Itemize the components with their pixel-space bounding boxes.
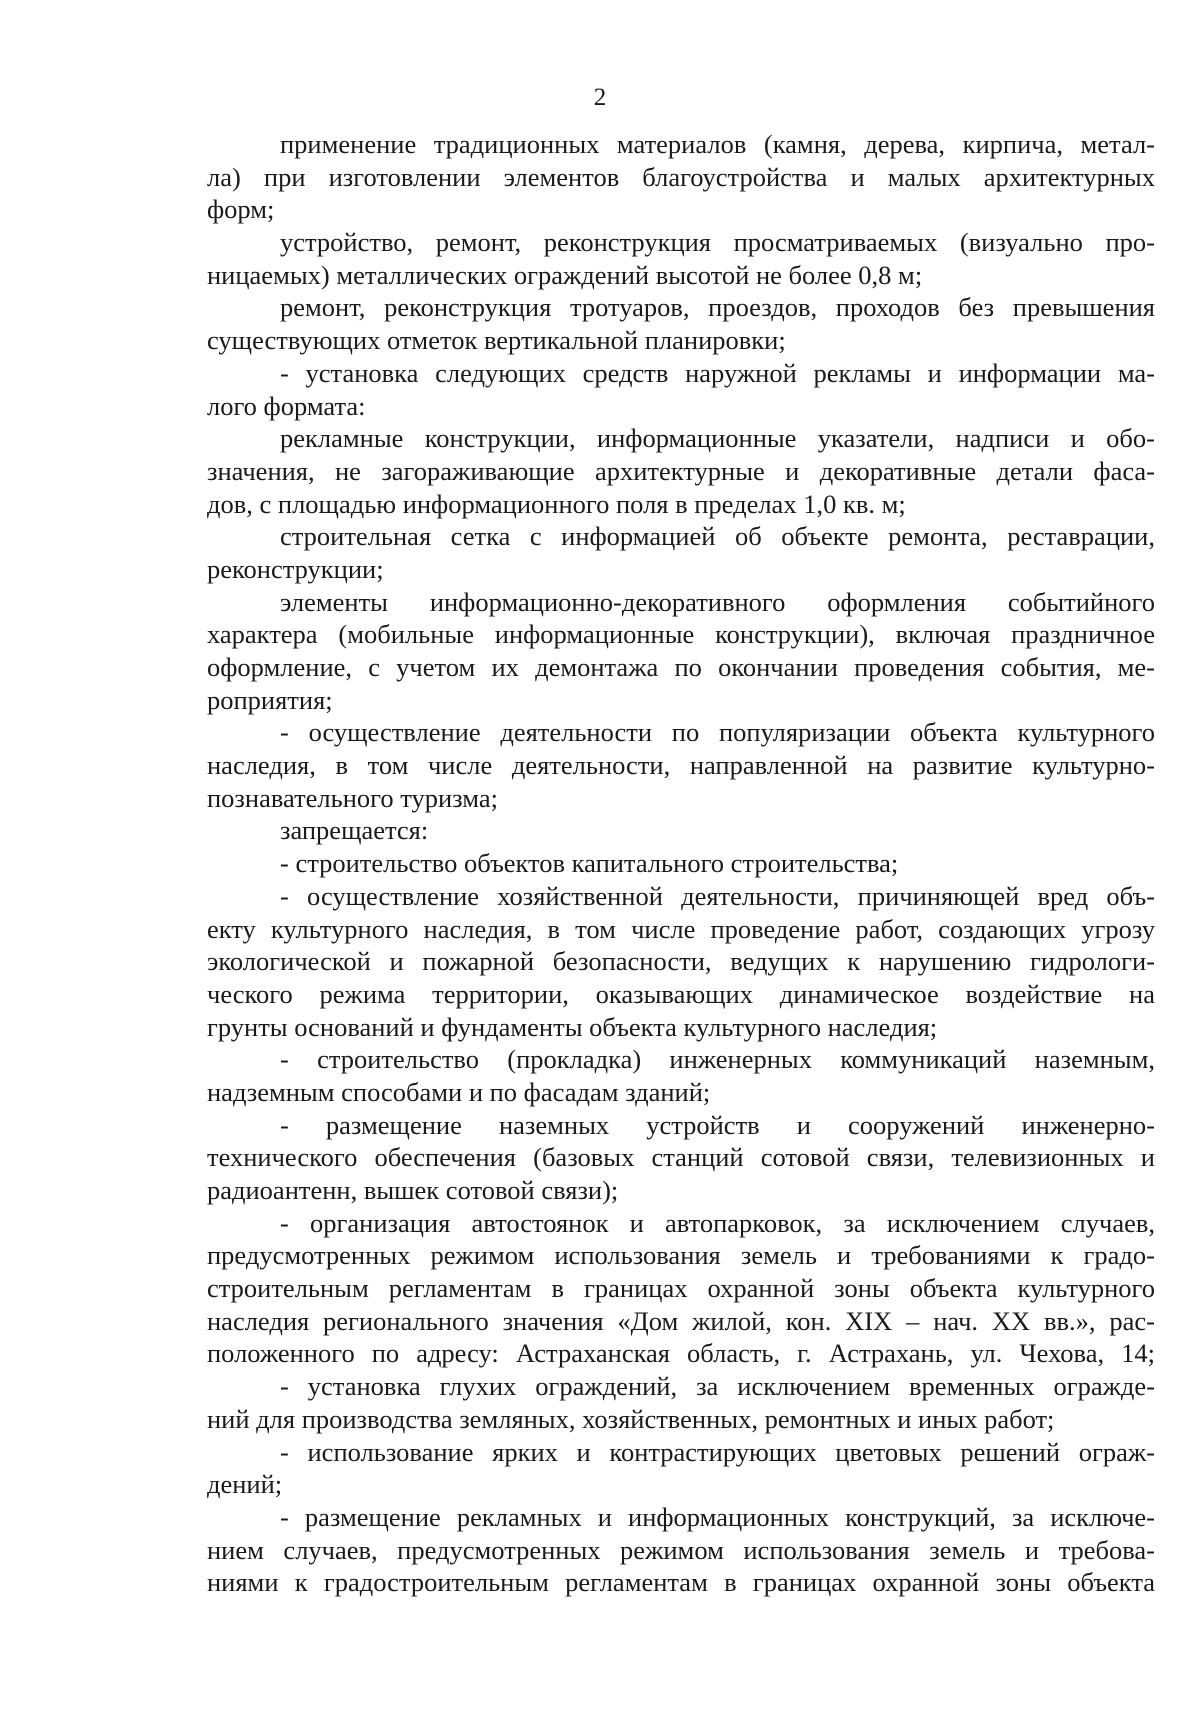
text-line: ремонт, реконструкция тротуаров, проездов, проходов без превышения xyxy=(280,292,1155,323)
text-line: строительная сетка с информацией об объекте ремонта, реставрации, xyxy=(280,521,1155,552)
text-line: роприятия; xyxy=(207,684,333,715)
text-line: характера (мобильные информационные конструкции), включая праздничное xyxy=(207,619,1155,650)
text-line: - осуществление деятельности по популяризации объекта культурного xyxy=(280,717,1155,748)
text-line: - организация автостоянок и автопарковок, за исключением случаев, xyxy=(280,1207,1155,1238)
text-line: оформление, с учетом их демонтажа по окончании проведения события, ме- xyxy=(207,652,1155,682)
text-line: ний для производства земляных, хозяйственных, ремонтных и иных работ; xyxy=(207,1403,1055,1434)
text-line: запрещается: xyxy=(280,815,429,846)
text-line: - осуществление хозяйственной деятельности, причиняющей вред объ- xyxy=(280,880,1155,911)
text-line: экологической и пожарной безопасности, ведущих к нарушению гидрологи- xyxy=(207,946,1155,977)
text-line: грунты оснований и фундаменты объекта культурного наследия; xyxy=(207,1011,938,1042)
text-line: дов, с площадью информационного поля в пределах 1,0 кв. м; xyxy=(207,488,906,519)
text-line: положенного по адресу: Астраханская область, г. Астрахань, ул. Чехова, 14; xyxy=(207,1338,1155,1369)
text-line: познавательного туризма; xyxy=(207,782,498,813)
text-line: - использование ярких и контрастирующих цветовых решений ограж- xyxy=(280,1436,1155,1467)
text-line: рекламные конструкции, информационные указатели, надписи и обо- xyxy=(280,423,1155,454)
text-line: надземным способами и по фасадам зданий; xyxy=(207,1076,711,1107)
text-line: применение традиционных материалов (камня, дерева, кирпича, метал- xyxy=(280,129,1155,159)
text-line: технического обеспечения (базовых станций сотовой связи, телевизионных и xyxy=(207,1142,1155,1173)
document-body xyxy=(207,128,1155,1599)
text-line: - размещение рекламных и информационных конструкций, за исключе- xyxy=(280,1501,1155,1532)
text-line: ниями к градостроительным регламентам в границах охранной зоны объекта xyxy=(207,1567,1155,1598)
text-line: - размещение наземных устройств и сооружений инженерно- xyxy=(280,1109,1155,1140)
text-line: - установка следующих средств наружной рекламы и информации ма- xyxy=(280,357,1155,388)
text-line: устройство, ремонт, реконструкция просматриваемых (визуально про- xyxy=(280,227,1155,258)
text-line: ницаемых) металлических ограждений высотой не более 0,8 м; xyxy=(207,259,923,290)
text-line: нием случаев, предусмотренных режимом использования земель и требова- xyxy=(207,1534,1155,1565)
text-line: радиоантенн, вышек сотовой связи); xyxy=(207,1175,619,1205)
text-line: наследия, в том числе деятельности, направленной на развитие культурно- xyxy=(207,750,1155,781)
page-number: 2 xyxy=(593,84,607,111)
text-line: - установка глухих ограждений, за исключением временных огражде- xyxy=(280,1371,1155,1402)
text-line: ческого режима территории, оказывающих динамическое воздействие на xyxy=(207,978,1155,1009)
text-line: строительным регламентам в границах охранной зоны объекта культурного xyxy=(207,1273,1155,1304)
text-line: екту культурного наследия, в том числе проведение работ, создающих угрозу xyxy=(207,913,1155,944)
text-line: - строительство (прокладка) инженерных коммуникаций наземным, xyxy=(280,1044,1155,1075)
text-line: элементы информационно-декоративного оформления событийного xyxy=(280,586,1155,617)
text-line: лого формата: xyxy=(207,390,366,421)
text-line: форм; xyxy=(207,194,275,225)
text-line: существующих отметок вертикальной планировки; xyxy=(207,325,786,356)
text-line: наследия регионального значения «Дом жилой, кон. XIX – нач. XX вв.», рас- xyxy=(207,1305,1155,1336)
text-line: дений; xyxy=(207,1469,283,1500)
text-line: - строительство объектов капитального строительства; xyxy=(280,848,899,879)
text-line: значения, не загораживающие архитектурные и декоративные детали фаса- xyxy=(207,455,1155,486)
text-line: ла) при изготовлении элементов благоустройства и малых архитектурных xyxy=(207,161,1155,192)
text-line: предусмотренных режимом использования земель и требованиями к градо- xyxy=(207,1240,1155,1271)
text-line: реконструкции; xyxy=(207,553,384,584)
